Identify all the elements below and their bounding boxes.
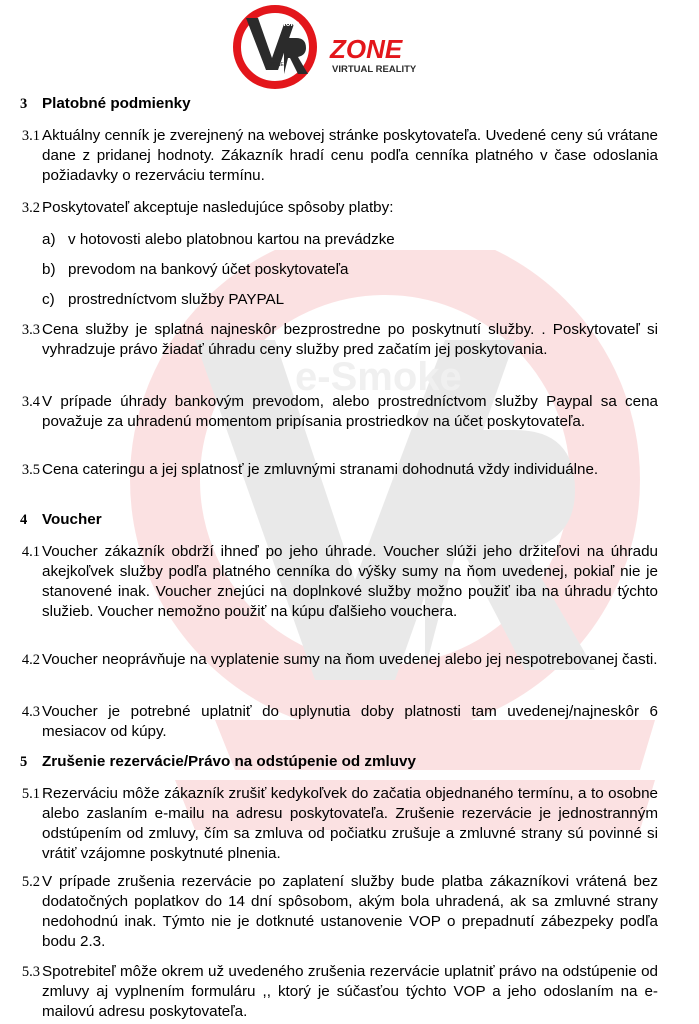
list-item: a) v hotovosti alebo platobnou kartou na prevádzke	[42, 231, 395, 248]
svg-text:e-Smoke: e-Smoke	[295, 355, 462, 399]
section-heading-3: 3 Platobné podmienky	[20, 95, 191, 112]
logo-zone-text: ZONE	[330, 34, 403, 64]
section-heading-4: 4 Voucher	[20, 511, 102, 528]
svg-text:ZONE: ZONE	[270, 62, 284, 68]
list-item: b) prevodom na bankový účet poskytovateľa	[42, 261, 349, 278]
section-heading-5: 5 Zrušenie rezervácie/Právo na odstúpenie od zmluvy	[20, 753, 416, 770]
document-body: 3 Platobné podmienky 3.1 Aktuálny cenník je zverejnený na webovej stránke poskytovateľa. Uvedené ceny sú vrátane dane z pridanej hodnoty. Zákazník hradí cenu podľa cenníka platného v čase odoslania požiadavky o rezerváciu termínu. 3.2 Poskytovateľ akceptuje nasledujúce spôsoby platby: a) v hotovosti alebo platobnou kartou na prevádzke b) prevodom na bankový účet poskytovateľa c) prostredníctvom služby PAYPAL 3.3 Cena služby je splatná najneskôr bezprostredne po poskytnutí služby. . Poskytovateľ si vyhradzuje právo žiadať úhradu ceny služby pred začatím jej poskytovania. 3.4 V prípade úhrady bankovým prevodom, alebo prostredníctvom služby Paypal sa cena považuje za uhradenú momentom pripísania prostriedkov na účet poskytovateľa. 3.5 Cena cateringu a jej splatnosť je zmluvnými stranami dohodnutá vždy individuálne. 4 Voucher 4.1 Voucher zákazník obdrží ihneď po jeho úhrade. Voucher slúži jeho držiteľovi na úhradu akejkoľvek služby podľa platného cenníka do výšky sumy na ňom uvedenej, pokiaľ nie je stanovené inak. Voucher znejúci na doplnkové služby možno použiť iba na úhradu týchto služieb. Voucher nemožno použiť na kúpu ďalšieho vouchera. 4.2 Voucher neoprávňuje na vyplatenie sumy na ňom uvedenej alebo jej nespotrebovanej časti. 4.3 Voucher je potrebné uplatniť do uplynutia doby platnosti tam uvedenej/najneskôr 6 mesiacov od kúpy. 5 Zrušenie rezervácie/Právo na odstúpenie od zmluvy 5.1 Rezerváciu môže zákazník zrušiť kedykoľvek do začatia objednaného termínu, a to osobne alebo zaslaním e-mailu na adresu poskytovateľa. Zrušenie rezervácie je jednostranným odstúpením od zmluvy, čím sa zmluva od počiatku zrušuje a zmluvné strany sú povinné si vrátiť vzájomne poskytnuté plnenia. 5.2 V prípade zrušenia rezervácie po zaplatení služby bude platba zákazníkovi vrátená bez dodatočných poplatkov do 14 dní spôsobom, akým bola uhradená, ak sa zmluvné strany nedohodnú inak. Týmto nie je dotknuté ustanovenie VOP o prepadnutí zábezpeky podľa bodu 2.3. 5.3 Spotrebiteľ môže okrem už uvedeného zrušenia rezervácie uplatniť právo na odstúpenie od zmluvy aj vyplnením formuláru ,, ktorý je súčasťou týchto VOP a jeho odoslaním na e-mailovú adresu poskytovateľa.	[20, 95, 658, 1020]
logo-brand-text: e-Smoke	[266, 19, 300, 28]
logo-tagline-text: VIRTUAL REALITY	[332, 64, 417, 75]
list-item: c) prostredníctvom služby PAYPAL	[42, 291, 285, 308]
